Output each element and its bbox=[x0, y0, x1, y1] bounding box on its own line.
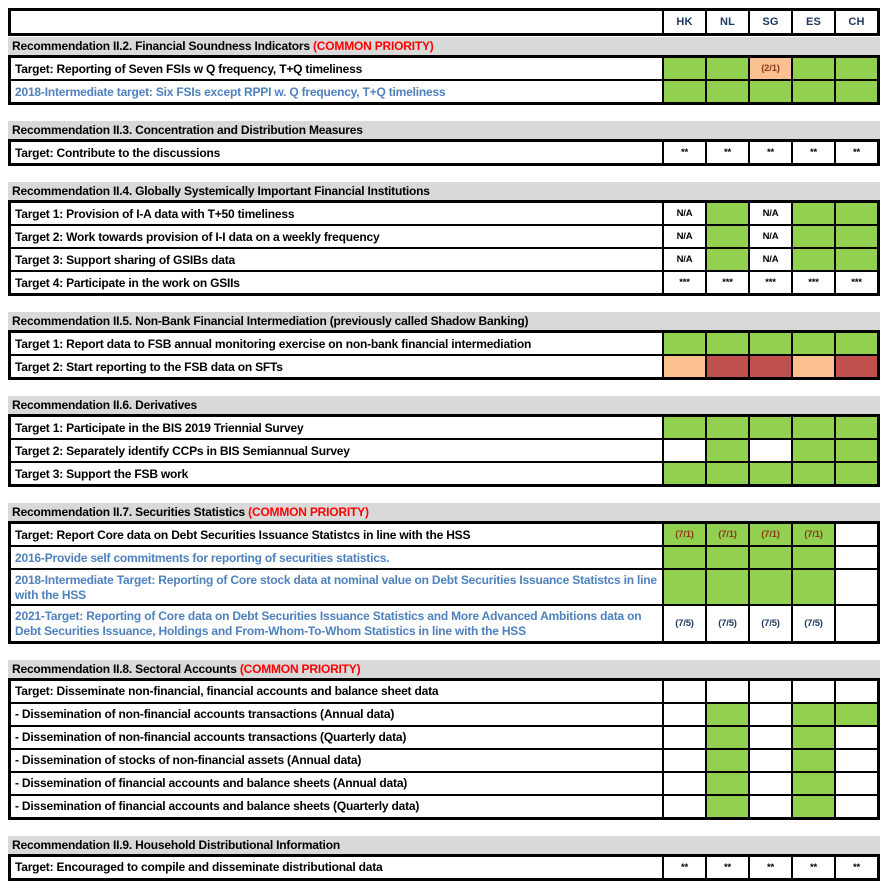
status-cell-es bbox=[791, 226, 834, 247]
column-header-hk: HK bbox=[662, 11, 705, 33]
status-cell-es bbox=[791, 81, 834, 102]
table-row bbox=[11, 725, 877, 748]
row-label: Target 4: Participate in the work on GSIIs bbox=[15, 275, 240, 290]
status-cell-ch bbox=[834, 524, 877, 545]
status-cell-ch: ** bbox=[834, 857, 877, 878]
status-cell-nl bbox=[705, 704, 748, 725]
table-row bbox=[11, 568, 877, 604]
status-cell-sg: ** bbox=[748, 142, 791, 163]
status-cell-hk: (7/5) bbox=[662, 606, 705, 640]
status-cell-ch: ** bbox=[834, 142, 877, 163]
table-row bbox=[11, 545, 877, 568]
status-cell-hk: N/A bbox=[662, 249, 705, 270]
row-label: 2021-Target: Reporting of Core data on Debt Securities Issuance Statistics and More Advanced Ambitions data on Debt Securities Issuance, Holdings and From-Whom-To-Whom Statistics in line with the HSS bbox=[15, 609, 642, 638]
section-title: Recommendation II.6. Derivatives bbox=[12, 398, 198, 412]
row-label: Target: Reporting of Seven FSIs w Q frequency, T+Q timeliness bbox=[15, 61, 363, 76]
status-cell-nl bbox=[705, 547, 748, 568]
table-row bbox=[11, 333, 877, 354]
status-cell-sg bbox=[748, 356, 791, 377]
status-cell-hk bbox=[662, 750, 705, 771]
status-cell-ch bbox=[834, 58, 877, 79]
section-header-ii9 bbox=[8, 836, 880, 854]
status-cell-es bbox=[791, 440, 834, 461]
status-cell-sg: N/A bbox=[748, 226, 791, 247]
status-cell-ch bbox=[834, 796, 877, 817]
status-cell-ch bbox=[834, 681, 877, 702]
status-cell-es: ** bbox=[791, 142, 834, 163]
section-rows bbox=[8, 200, 880, 296]
status-cell-ch: *** bbox=[834, 272, 877, 293]
status-cell-nl: ** bbox=[705, 142, 748, 163]
status-cell-nl bbox=[705, 570, 748, 604]
status-cell-es: (7/5) bbox=[791, 606, 834, 640]
status-cell-es bbox=[791, 750, 834, 771]
status-cell-sg bbox=[748, 81, 791, 102]
row-label: Target 2: Work towards provision of I-I data on a weekly frequency bbox=[15, 229, 380, 244]
country-header-row bbox=[8, 8, 880, 36]
status-cell-sg bbox=[748, 333, 791, 354]
status-cell-ch bbox=[834, 226, 877, 247]
status-cell-nl bbox=[705, 463, 748, 484]
status-cell-nl bbox=[705, 249, 748, 270]
section-title: Recommendation II.4. Globally Systemically Important Financial Institutions bbox=[12, 184, 430, 198]
section-ii7 bbox=[8, 503, 880, 644]
section-title: Recommendation II.7. Securities Statistics bbox=[12, 505, 246, 519]
status-cell-hk bbox=[662, 570, 705, 604]
table-row bbox=[11, 438, 877, 461]
status-cell-hk bbox=[662, 773, 705, 794]
status-cell-ch bbox=[834, 356, 877, 377]
status-cell-es bbox=[791, 704, 834, 725]
row-label: Target: Contribute to the discussions bbox=[15, 145, 221, 160]
status-cell-ch bbox=[834, 333, 877, 354]
status-cell-hk: N/A bbox=[662, 226, 705, 247]
row-label: Target 1: Report data to FSB annual monitoring exercise on non-bank financial intermediation bbox=[15, 336, 532, 351]
status-cell-sg: (2/1) bbox=[748, 58, 791, 79]
status-cell-ch bbox=[834, 417, 877, 438]
status-cell-sg bbox=[748, 681, 791, 702]
status-cell-ch bbox=[834, 463, 877, 484]
table-row bbox=[11, 142, 877, 163]
row-label: Target 2: Start reporting to the FSB data on SFTs bbox=[15, 359, 283, 374]
row-label: Target 3: Support sharing of GSIBs data bbox=[15, 252, 236, 267]
row-label: - Dissemination of financial accounts and balance sheets (Annual data) bbox=[15, 776, 408, 791]
section-ii4 bbox=[8, 182, 880, 296]
section-title: Recommendation II.5. Non-Bank Financial Intermediation (previously called Shadow Banking) bbox=[12, 314, 529, 328]
table-row bbox=[11, 247, 877, 270]
status-cell-ch bbox=[834, 606, 877, 640]
status-cell-hk bbox=[662, 417, 705, 438]
status-cell-ch bbox=[834, 547, 877, 568]
section-header-ii2 bbox=[8, 37, 880, 55]
table-row bbox=[11, 771, 877, 794]
status-cell-sg bbox=[748, 727, 791, 748]
column-header-nl: NL bbox=[705, 11, 748, 33]
table-row bbox=[11, 417, 877, 438]
table-row bbox=[11, 702, 877, 725]
status-cell-sg bbox=[748, 750, 791, 771]
status-cell-hk bbox=[662, 440, 705, 461]
status-cell-nl bbox=[705, 681, 748, 702]
status-cell-sg bbox=[748, 417, 791, 438]
table-row bbox=[11, 604, 877, 640]
section-ii9 bbox=[8, 836, 880, 881]
row-label: Target 1: Provision of I-A data with T+50 timeliness bbox=[15, 206, 295, 221]
header-empty-cell bbox=[11, 11, 662, 33]
row-label: - Dissemination of stocks of non-financial assets (Annual data) bbox=[15, 753, 362, 768]
section-ii5 bbox=[8, 312, 880, 380]
status-cell-es bbox=[791, 417, 834, 438]
status-cell-hk bbox=[662, 463, 705, 484]
status-cell-hk bbox=[662, 356, 705, 377]
section-ii2 bbox=[8, 37, 880, 105]
section-title: Recommendation II.3. Concentration and Distribution Measures bbox=[12, 123, 363, 137]
status-cell-ch bbox=[834, 81, 877, 102]
status-cell-hk: ** bbox=[662, 142, 705, 163]
table-row bbox=[11, 224, 877, 247]
section-header-ii8 bbox=[8, 660, 880, 678]
status-cell-nl bbox=[705, 58, 748, 79]
status-cell-nl: (7/5) bbox=[705, 606, 748, 640]
status-cell-nl bbox=[705, 333, 748, 354]
section-header-ii7 bbox=[8, 503, 880, 521]
status-cell-sg: (7/1) bbox=[748, 524, 791, 545]
status-cell-hk bbox=[662, 58, 705, 79]
status-cell-ch bbox=[834, 249, 877, 270]
table-row bbox=[11, 681, 877, 702]
table-row bbox=[11, 794, 877, 817]
status-cell-hk: ** bbox=[662, 857, 705, 878]
status-cell-nl bbox=[705, 356, 748, 377]
status-cell-es bbox=[791, 681, 834, 702]
row-label: Target: Report Core data on Debt Securities Issuance Statistcs in line with the HSS bbox=[15, 527, 471, 542]
status-cell-hk bbox=[662, 547, 705, 568]
section-rows bbox=[8, 55, 880, 105]
status-cell-hk: *** bbox=[662, 272, 705, 293]
status-cell-nl: (7/1) bbox=[705, 524, 748, 545]
status-cell-es bbox=[791, 203, 834, 224]
status-cell-nl bbox=[705, 417, 748, 438]
status-cell-nl: ** bbox=[705, 857, 748, 878]
status-cell-sg bbox=[748, 547, 791, 568]
status-cell-hk bbox=[662, 333, 705, 354]
status-cell-sg bbox=[748, 440, 791, 461]
status-cell-nl bbox=[705, 796, 748, 817]
status-cell-es bbox=[791, 547, 834, 568]
status-cell-nl: *** bbox=[705, 272, 748, 293]
status-cell-es bbox=[791, 773, 834, 794]
table-row bbox=[11, 354, 877, 377]
status-cell-hk: (7/1) bbox=[662, 524, 705, 545]
status-cell-sg bbox=[748, 773, 791, 794]
status-cell-ch bbox=[834, 203, 877, 224]
table-row bbox=[11, 524, 877, 545]
status-cell-ch bbox=[834, 750, 877, 771]
section-rows bbox=[8, 139, 880, 166]
row-label: - Dissemination of financial accounts and balance sheets (Quarterly data) bbox=[15, 799, 420, 814]
status-cell-hk bbox=[662, 81, 705, 102]
status-cell-es: *** bbox=[791, 272, 834, 293]
status-cell-hk bbox=[662, 681, 705, 702]
status-cell-es bbox=[791, 796, 834, 817]
section-rows bbox=[8, 414, 880, 487]
status-cell-es bbox=[791, 727, 834, 748]
status-cell-es bbox=[791, 570, 834, 604]
section-rows bbox=[8, 330, 880, 380]
status-cell-sg: *** bbox=[748, 272, 791, 293]
section-title: Recommendation II.8. Sectoral Accounts bbox=[12, 661, 237, 676]
status-cell-es bbox=[791, 356, 834, 377]
row-label: Target: Disseminate non-financial, financial accounts and balance sheet data bbox=[15, 684, 439, 699]
status-cell-ch bbox=[834, 727, 877, 748]
section-priority-label: (COMMON PRIORITY) bbox=[236, 661, 361, 676]
status-cell-es bbox=[791, 58, 834, 79]
status-cell-nl bbox=[705, 773, 748, 794]
row-label: 2018-Intermediate target: Six FSIs except RPPI w. Q frequency, T+Q timeliness bbox=[15, 84, 446, 99]
column-header-es: ES bbox=[791, 11, 834, 33]
row-label: Target: Encouraged to compile and disseminate distributional data bbox=[15, 860, 383, 875]
status-cell-nl bbox=[705, 81, 748, 102]
status-cell-hk bbox=[662, 704, 705, 725]
table-row bbox=[11, 857, 877, 878]
row-label: Target 2: Separately identify CCPs in BIS Semiannual Survey bbox=[15, 443, 350, 458]
status-cell-es bbox=[791, 333, 834, 354]
status-cell-hk bbox=[662, 727, 705, 748]
row-label: 2016-Provide self commitments for reporting of securities statistics. bbox=[15, 550, 390, 565]
row-label: - Dissemination of non-financial accounts transactions (Annual data) bbox=[15, 707, 395, 722]
section-priority-label: (COMMON PRIORITY) bbox=[245, 505, 369, 519]
status-cell-es: (7/1) bbox=[791, 524, 834, 545]
status-cell-hk bbox=[662, 796, 705, 817]
table-row bbox=[11, 58, 877, 79]
status-cell-nl bbox=[705, 226, 748, 247]
status-cell-hk: N/A bbox=[662, 203, 705, 224]
status-cell-sg bbox=[748, 704, 791, 725]
section-header-ii5 bbox=[8, 312, 880, 330]
row-label: Target 1: Participate in the BIS 2019 Triennial Survey bbox=[15, 420, 304, 435]
status-cell-sg: N/A bbox=[748, 249, 791, 270]
section-ii6 bbox=[8, 396, 880, 487]
status-cell-sg bbox=[748, 570, 791, 604]
status-cell-ch bbox=[834, 440, 877, 461]
status-cell-sg bbox=[748, 796, 791, 817]
status-cell-sg bbox=[748, 463, 791, 484]
section-title: Recommendation II.2. Financial Soundness Indicators bbox=[12, 39, 310, 53]
section-ii3 bbox=[8, 121, 880, 166]
table-row bbox=[11, 79, 877, 102]
table-row bbox=[11, 270, 877, 293]
table-row bbox=[11, 203, 877, 224]
section-ii8 bbox=[8, 660, 880, 820]
status-cell-es bbox=[791, 249, 834, 270]
section-rows bbox=[8, 854, 880, 881]
section-header-ii4 bbox=[8, 182, 880, 200]
sections-container bbox=[8, 37, 880, 881]
status-cell-nl bbox=[705, 203, 748, 224]
table-row bbox=[11, 748, 877, 771]
section-priority-label: (COMMON PRIORITY) bbox=[309, 39, 434, 53]
fsb-progress-table bbox=[8, 8, 880, 881]
table-row bbox=[11, 461, 877, 484]
status-cell-ch bbox=[834, 704, 877, 725]
row-label: Target 3: Support the FSB work bbox=[15, 466, 189, 481]
status-cell-sg: (7/5) bbox=[748, 606, 791, 640]
status-cell-nl bbox=[705, 750, 748, 771]
status-cell-nl bbox=[705, 440, 748, 461]
status-cell-sg: ** bbox=[748, 857, 791, 878]
status-cell-ch bbox=[834, 570, 877, 604]
section-title: Recommendation II.9. Household Distributional Information bbox=[12, 837, 340, 852]
column-header-sg: SG bbox=[748, 11, 791, 33]
column-header-ch: CH bbox=[834, 11, 877, 33]
section-rows bbox=[8, 521, 880, 644]
status-cell-es: ** bbox=[791, 857, 834, 878]
status-cell-es bbox=[791, 463, 834, 484]
status-cell-sg: N/A bbox=[748, 203, 791, 224]
section-rows bbox=[8, 678, 880, 820]
row-label: - Dissemination of non-financial accounts transactions (Quarterly data) bbox=[15, 730, 407, 745]
section-header-ii6 bbox=[8, 396, 880, 414]
row-label: 2018-Intermediate Target: Reporting of Core stock data at nominal value on Debt Securities Issuance Statistcs in line with the HSS bbox=[15, 573, 657, 602]
status-cell-nl bbox=[705, 727, 748, 748]
status-cell-ch bbox=[834, 773, 877, 794]
section-header-ii3 bbox=[8, 121, 880, 139]
